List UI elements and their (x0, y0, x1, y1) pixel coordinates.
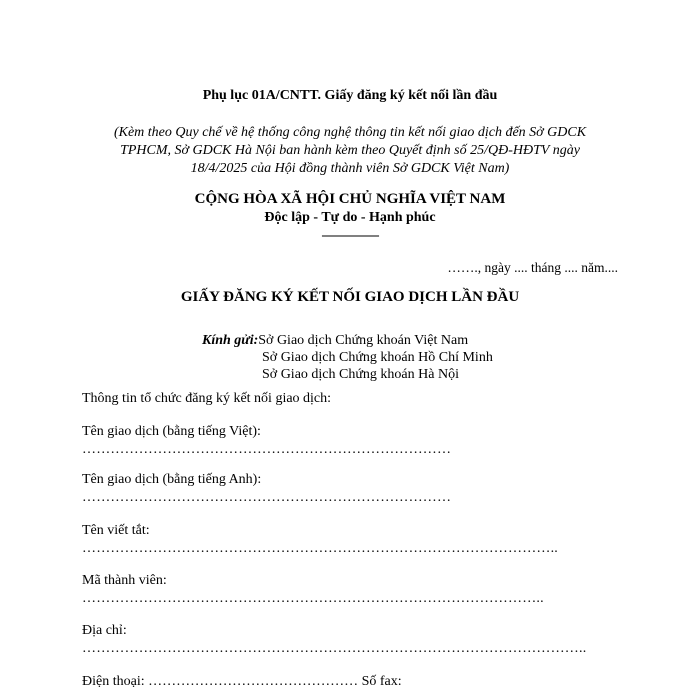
national-motto: Độc lập - Tự do - Hạnh phúc (264, 210, 436, 225)
date-line: ……., ngày .... tháng .... năm.... (447, 260, 618, 275)
recipient-item: Sở Giao dịch Chứng khoán Hồ Chí Minh (262, 350, 493, 365)
field-blank-short-name[interactable]: ……………………………………………………………………………………….. (82, 541, 558, 556)
appendix-title: Phụ lục 01A/CNTT. Giấy đăng ký kết nối lần đầu (202, 88, 498, 103)
motto-underline: ------------------- (321, 228, 379, 242)
recipients-label: Kính gửi: (202, 333, 259, 348)
field-label-member-code: Mã thành viên: (82, 573, 167, 588)
appendix-note-line-2: TPHCM, Sở GDCK Hà Nội ban hành kèm theo Quyết định số 25/QĐ-HĐTV ngày (120, 143, 580, 158)
field-label-phone: Điện thoại: (82, 674, 145, 689)
field-label-vietnamese-name: Tên giao dịch (bằng tiếng Việt): (82, 424, 261, 439)
field-label-english-name: Tên giao dịch (bằng tiếng Anh): (82, 472, 262, 487)
field-blank-member-code[interactable]: …………………………………………………………………………………….. (82, 591, 544, 606)
field-blank-address[interactable]: …………………………………………………………………………………………….. (82, 641, 587, 656)
recipient-item: Sở Giao dịch Chứng khoán Việt Nam (258, 333, 469, 348)
phone-fax-row (82, 674, 402, 690)
field-blank-vietnamese-name[interactable]: …………………………………………………………………… (82, 442, 452, 457)
field-blank-phone[interactable]: ……………………………………… (148, 674, 359, 689)
field-blank-english-name[interactable]: …………………………………………………………………… (82, 490, 452, 505)
field-label-address: Địa chỉ: (82, 623, 127, 638)
appendix-note-line-1: (Kèm theo Quy chế về hệ thống công nghệ thông tin kết nối giao dịch đến Sở GDCK (113, 125, 587, 140)
recipient-item: Sở Giao dịch Chứng khoán Hà Nội (262, 367, 459, 382)
field-label-short-name: Tên viết tắt: (82, 523, 150, 538)
recipients-block (202, 333, 468, 349)
national-title: CỘNG HÒA XÃ HỘI CHỦ NGHĨA VIỆT NAM (194, 191, 506, 207)
appendix-note-line-3: 18/4/2025 của Hội đồng thành viên Sở GDCK Việt Nam) (190, 161, 510, 176)
form-intro: Thông tin tổ chức đăng ký kết nối giao dịch: (82, 391, 332, 406)
document-title: GIẤY ĐĂNG KÝ KẾT NỐI GIAO DỊCH LẦN ĐẦU (180, 289, 520, 305)
field-label-fax: Số fax: (361, 674, 402, 689)
